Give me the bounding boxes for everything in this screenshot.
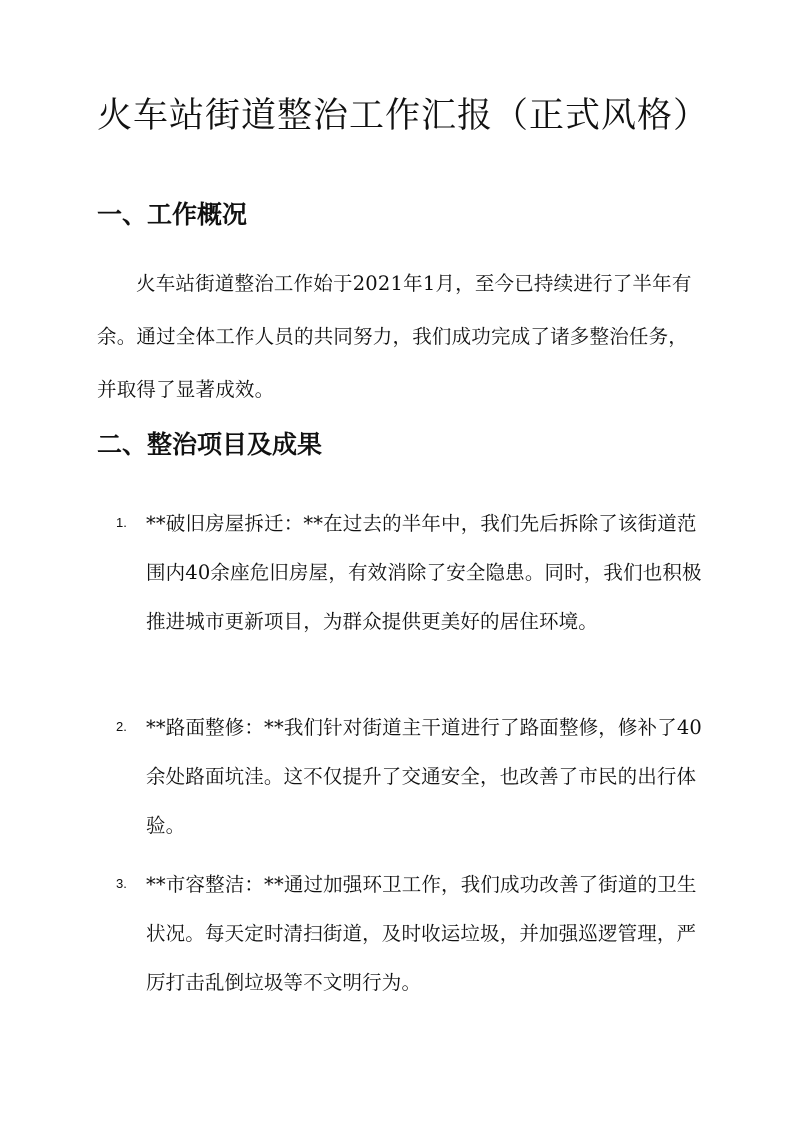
road-repair-text: **路面整修：**我们针对街道主干道进行了路面整修，修补了40余处路面坑洼。这不仅提升了交通安全，也改善了市民的出行体验。 [146,716,702,837]
list-item-number: 3. [116,876,127,891]
section-heading-projects-results: 二、整治项目及成果 [97,430,323,459]
city-cleanliness-text: **市容整洁：**通过加强环卫工作，我们成功改善了街道的卫生状况。每天定时清扫街道，及时收运垃圾，并加强巡逻管理，严厉打击乱倒垃圾等不文明行为。 [146,873,697,994]
document-title: 火车站街道整治工作汇报（正式风格） [97,96,710,136]
section-heading-work-overview: 一、工作概况 [97,200,248,229]
work-overview-paragraph: 火车站街道整治工作始于2021年1月，至今已持续进行了半年有余。通过全体工作人员的共同努力，我们成功完成了诸多整治任务，并取得了显著成效。 [97,272,692,401]
list-item-number: 2. [116,719,127,734]
house-demolition-text: **破旧房屋拆迁：**在过去的半年中，我们先后拆除了该街道范围内40余座危旧房屋，有效消除了安全隐患。同时，我们也积极推进城市更新项目，为群众提供更美好的居住环境。 [146,512,702,633]
list-item-number: 1. [116,515,127,530]
